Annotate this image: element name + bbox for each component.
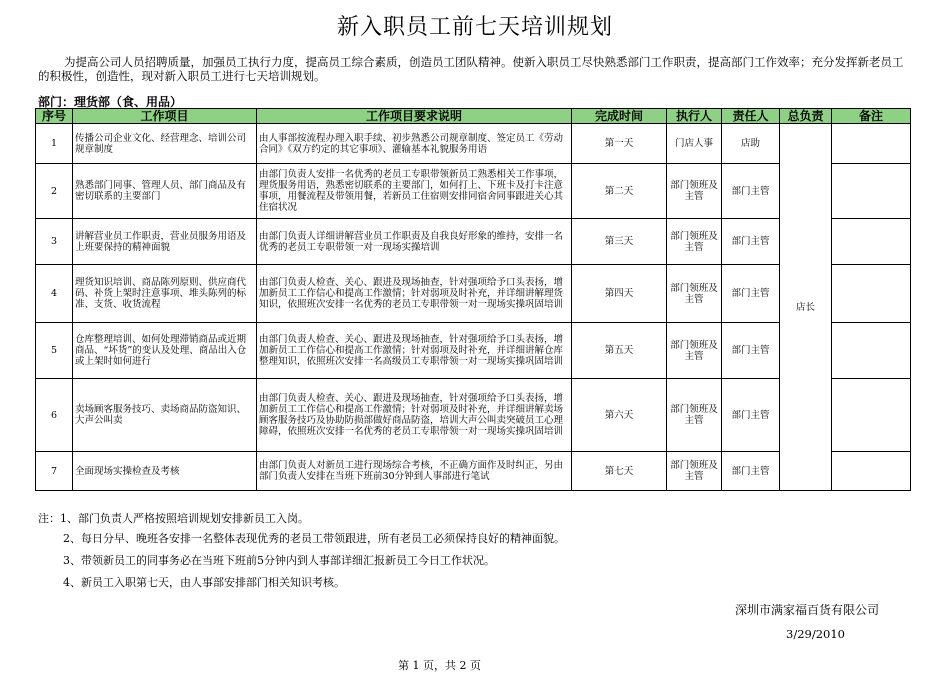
row-seq: 3 [36,219,73,265]
row-desc: 由人事部按流程办理入职手续、初步熟悉公司规章制度、签定员工《劳动合同》《双方约定的其它事项》、灌输基本礼貌服务用语 [257,124,572,164]
row-responsible: 部门主管 [722,452,780,491]
intro-paragraph: 为提高公司人员招聘质量，加强员工执行力度，提高员工综合素质，创造员工团队精神。使新入职员工尽快熟悉部门工作职责，提高部门工作效率；充分发挥新老员工的积极性，创造性，现对新入职员工进行七天培训规划。 [38,55,904,83]
row-responsible: 部门主管 [722,379,780,452]
header-chief: 总负责 [780,109,832,124]
row-desc: 由部门负责人对新员工进行现场综合考核，不正确方面作及时纠正，另由部门负责人安排在当班下班前30分钟到人事部进行笔试 [257,452,572,491]
department-label: 部门：理货部（食、用品） [38,95,183,109]
row-seq: 1 [36,124,73,164]
row-responsible: 部门主管 [722,323,780,379]
document-date: 3/29/2010 [786,627,845,641]
table-row [36,219,911,265]
header-responsible: 责任人 [722,109,780,124]
row-seq: 4 [36,265,73,323]
row-remark [832,265,911,323]
table-row [36,452,911,491]
row-item: 卖场顾客服务技巧、卖场商品防盗知识、大声公叫卖 [73,379,257,452]
row-executor: 部门领班及主管 [667,265,722,323]
row-item: 全面现场实操检查及考核 [73,452,257,491]
row-time: 第四天 [572,265,667,323]
row-time: 第一天 [572,124,667,164]
row-responsible: 部门主管 [722,265,780,323]
table-header-row [36,109,911,124]
note-1: 注：1、部门负责人严格按照培训规划安排新员工入岗。 [38,512,309,525]
row-item: 仓库整理培训、如何处理滞销商品或近期商品、“坏货”的变认及处理、商品出入仓或上架时如何进行 [73,323,257,379]
row-desc: 由部门负责人详细讲解营业员工作职责及自我良好形象的维持，安排一名优秀的老员工专职带领一对一现场实操培训 [257,219,572,265]
row-seq: 2 [36,164,73,219]
row-remark [832,379,911,452]
chief-cell: 店长 [780,124,832,491]
row-responsible: 部门主管 [722,164,780,219]
header-time: 完成时间 [572,109,667,124]
row-executor: 部门领班及主管 [667,219,722,265]
table-row [36,265,911,323]
header-executor: 执行人 [667,109,722,124]
table-row [36,124,911,164]
note-3: 3、带领新员工的同事务必在当班下班前5分钟内到人事部详细汇报新员工今日工作状况。 [63,554,495,567]
header-seq: 序号 [36,109,73,124]
row-item: 传播公司企业文化、经营理念、培训公司规章制度 [73,124,257,164]
row-responsible: 部门主管 [722,219,780,265]
header-item: 工作项目 [73,109,257,124]
header-remark: 备注 [832,109,911,124]
row-time: 第二天 [572,164,667,219]
row-seq: 6 [36,379,73,452]
row-desc: 由部门负责人检查、关心、跟进及现场抽查，针对强项给予口头表扬，增加新员工工作信心和提高工作激情；针对弱项及时补充，并详细讲解理货知识，依照班次安排一名优秀的老员工专职带领一对一现场实操巩固培训 [257,265,572,323]
row-desc: 由部门负责人检查、关心、跟进及现场抽查，针对强项给予口头表扬，增加新员工工作信心和提高工作激情；针对弱项及时补充，并详细讲解仓库整理知识，依照班次安排一名高级员工专职带领一对一现场实操巩固培训 [257,323,572,379]
row-remark [832,219,911,265]
table-row [36,164,911,219]
table-row [36,323,911,379]
header-desc: 工作项目要求说明 [257,109,572,124]
row-remark [832,452,911,491]
row-seq: 7 [36,452,73,491]
row-desc: 由部门负责人检查、关心、跟进及现场抽查，针对强项给予口头表扬，增加新员工工作信心和提高工作激情；针对弱项及时补充，并详细讲解卖场顾客服务技巧及协助防损部做好商品防盗，培训大声公叫卖突破员工心理障碍，依照班次安排一名优秀的老员工专职带领一对一现场实操巩固培训 [257,379,572,452]
row-time: 第三天 [572,219,667,265]
row-remark [832,323,911,379]
row-item: 理货知识培训、商品陈列原则、供应商代码、补货上架时注意事项、堆头陈列的标准、支货、收货流程 [73,265,257,323]
row-executor: 部门领班及主管 [667,379,722,452]
row-desc: 由部门负责人安排一名优秀的老员工专职带领新员工熟悉相关工作事项，理货服务用语，熟悉密切联系的主要部门，如何打上、下班卡及打卡注意事项，用餐流程及带领用餐，若新员工住宿则安排同宿舍同事跟进关心其住宿状况 [257,164,572,219]
row-remark [832,164,911,219]
note-4: 4、新员工入职第七天，由人事部安排部门相关知识考核。 [63,576,345,589]
training-plan-table [35,108,911,491]
row-responsible: 店助 [722,124,780,164]
row-executor: 部门领班及主管 [667,323,722,379]
page-footer: 第 1 页，共 2 页 [398,659,481,672]
row-executor: 部门领班及主管 [667,452,722,491]
row-executor: 门店人事 [667,124,722,164]
row-item: 讲解营业员工作职责，营业员服务用语及上班要保持的精神面貌 [73,219,257,265]
note-2: 2、每日分早、晚班各安排一名整体表现优秀的老员工带领跟进，所有老员工必须保持良好的精神面貌。 [63,532,565,545]
row-remark [832,124,911,164]
company-name: 深圳市满家福百货有限公司 [735,603,880,617]
row-time: 第七天 [572,452,667,491]
table-row [36,379,911,452]
row-time: 第五天 [572,323,667,379]
row-time: 第六天 [572,379,667,452]
row-executor: 部门领班及主管 [667,164,722,219]
page-title: 新入职员工前七天培训规划 [336,15,613,40]
row-seq: 5 [36,323,73,379]
row-item: 熟悉部门同事、管理人员、部门商品及有密切联系的主要部门 [73,164,257,219]
